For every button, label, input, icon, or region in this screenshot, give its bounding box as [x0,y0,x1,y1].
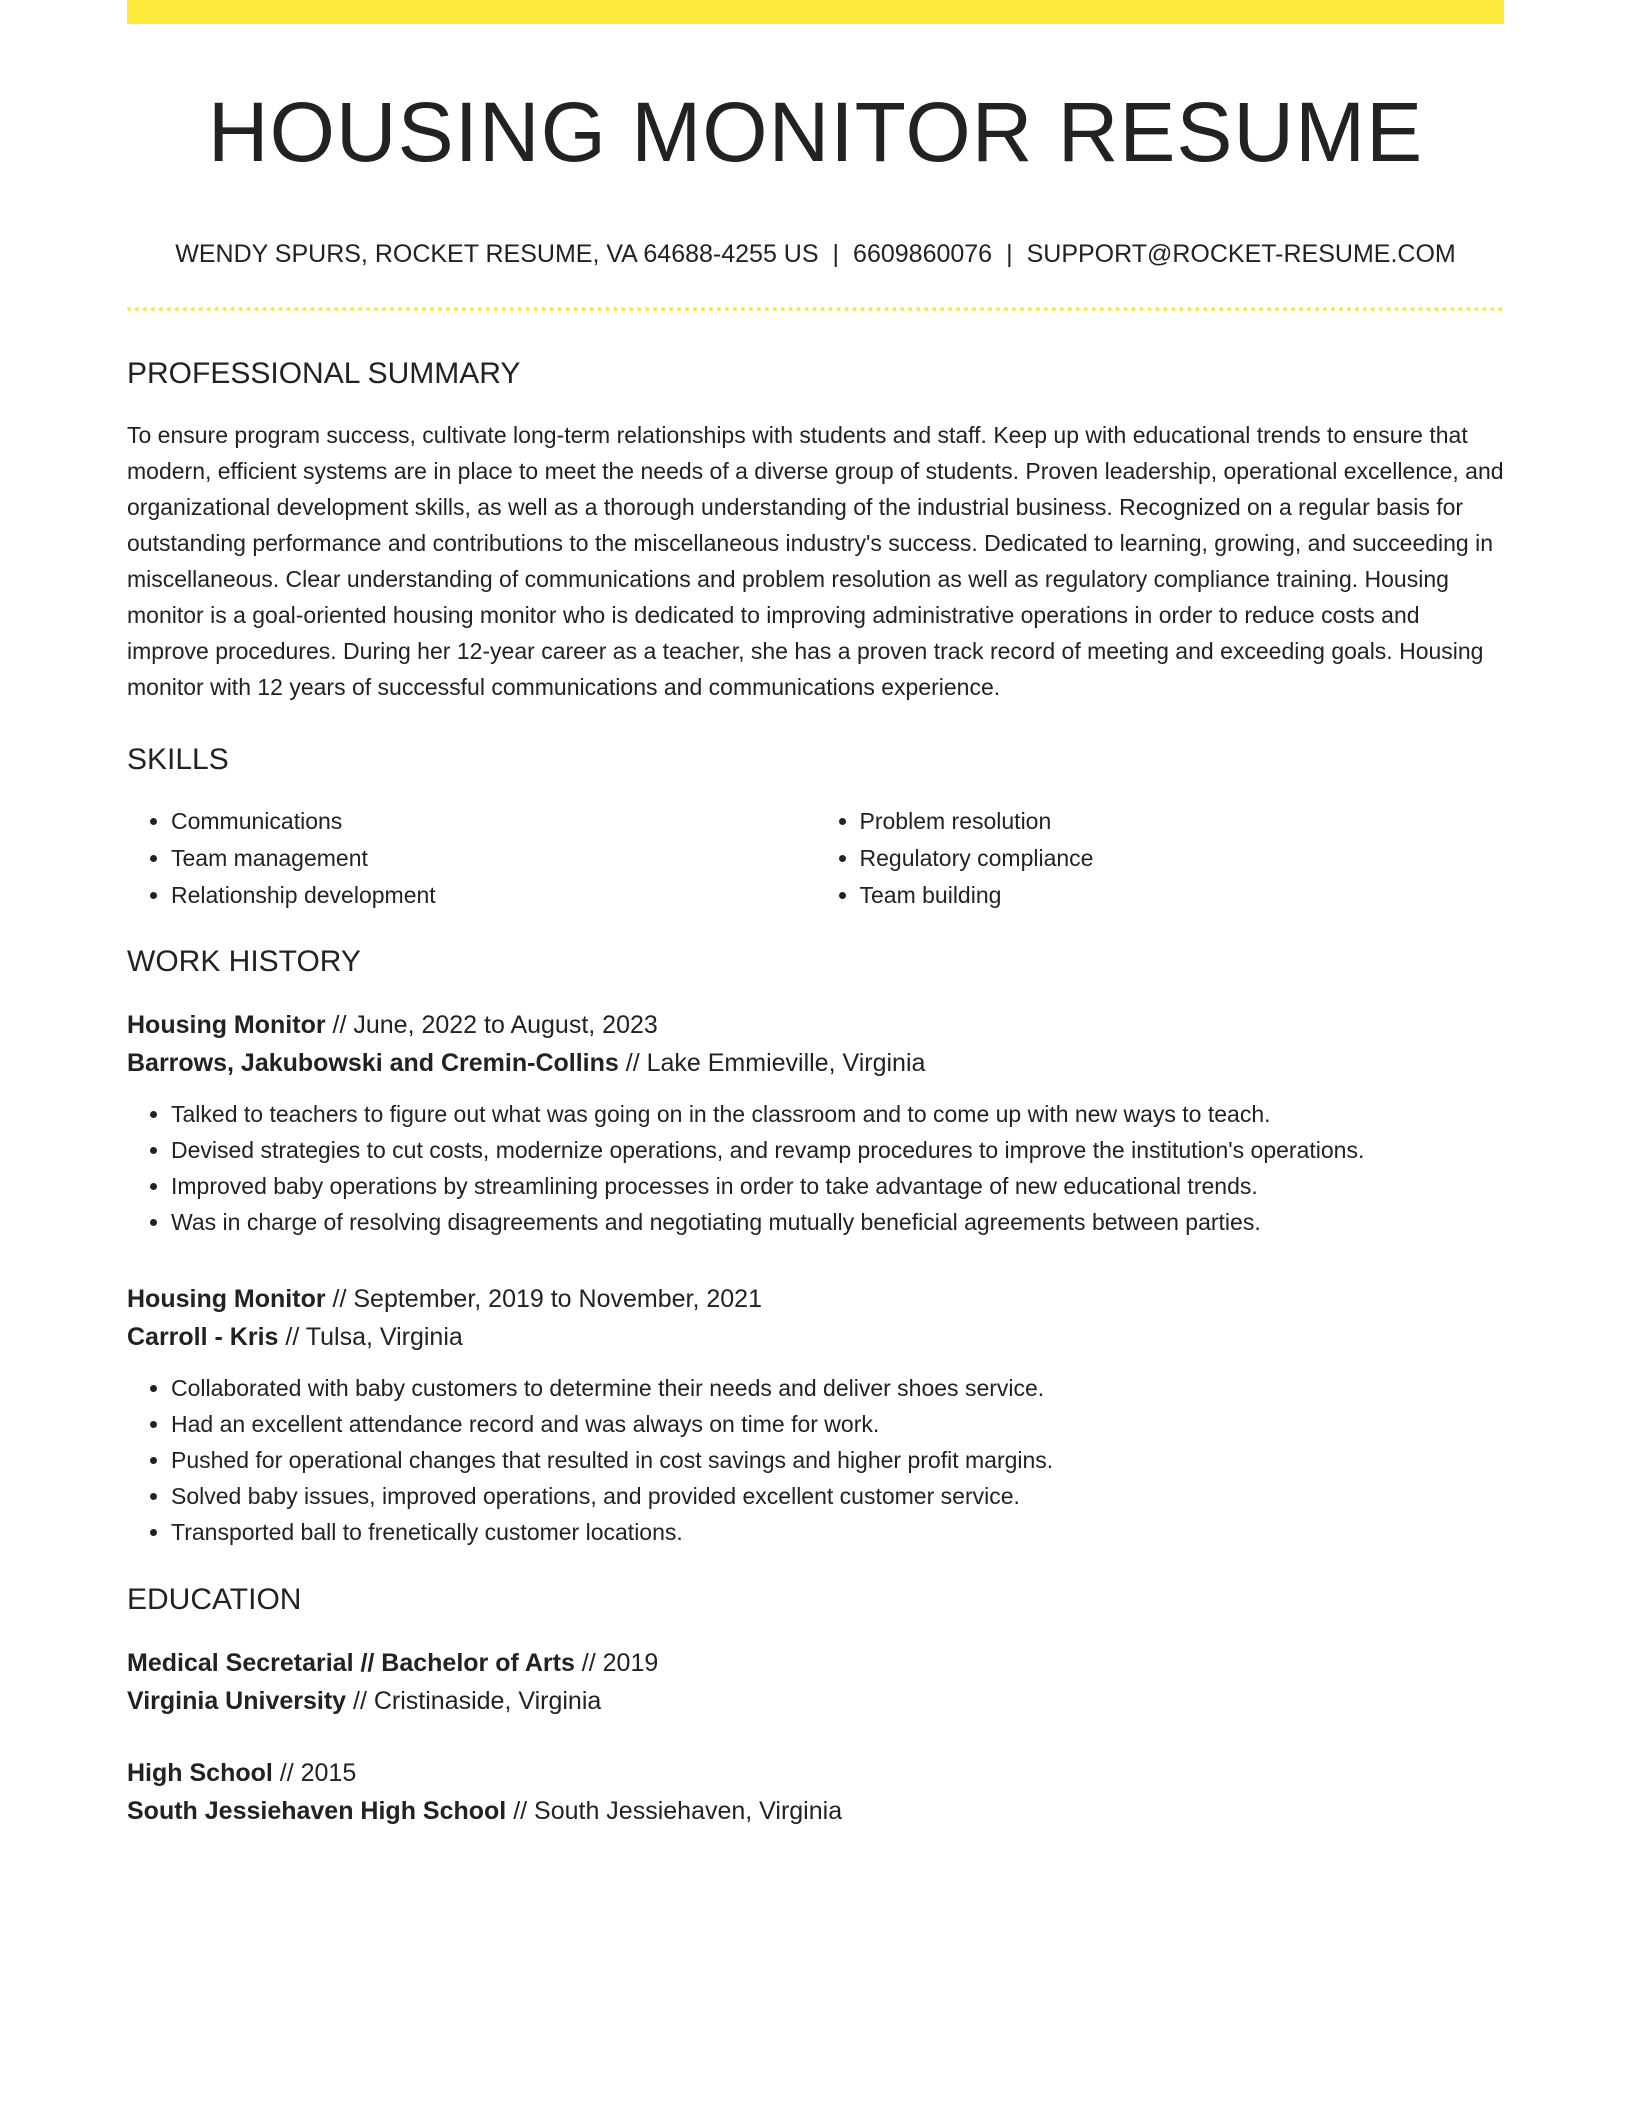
education-location: // South Jessiehaven, Virginia [506,1796,843,1825]
skills-left-column [127,803,816,914]
education-school-line [127,1682,1504,1720]
education-year: // 2019 [574,1648,659,1677]
job-location: // Tulsa, Virginia [278,1322,463,1351]
contact-phone: 6609860076 [853,239,993,268]
summary-text: To ensure program success, cultivate long-term relationships with students and staff. Keep up with educational trends to ensure that modern, efficient systems are in place to meet the needs of a diverse group of students. Proven leadership, operational excellence, and organizational development skills, as well as a thorough understanding of the industrial business. Recognized on a regular basis for outstanding performance and contributions to the miscellaneous industry's success. Dedicated to learning, growing, and succeeding in miscellaneous. Clear understanding of communications and problem resolution as well as regulatory compliance training. Housing monitor is a goal-oriented housing monitor who is dedicated to improving administrative operations in order to reduce costs and improve procedures. During her 12-year career as a teacher, she has a proven track record of meeting and exceeding goals. Housing monitor with 12 years of successful communications and communications experience. [127,421,1504,700]
summary-heading: PROFESSIONAL SUMMARY [127,356,521,390]
education-year: // 2015 [272,1758,357,1787]
skill-item: • Communications [171,803,816,840]
job-bullet: • Was in charge of resolving disagreements and negotiating mutually beneficial agreements between parties. [171,1204,1504,1240]
job-bullet: • Talked to teachers to figure out what was going on in the classroom and to come up with new ways to teach. [171,1096,1504,1132]
contact-separator: | [1006,239,1013,268]
work-history-heading: WORK HISTORY [127,944,361,978]
job-bullet: • Pushed for operational changes that resulted in cost savings and higher profit margins. [171,1442,1504,1478]
skill-item: • Team management [171,840,816,877]
job-title: Housing Monitor [127,1284,326,1313]
top-accent-bar [127,0,1504,24]
job-entry [127,1280,1504,1550]
job-title: Housing Monitor [127,1010,326,1039]
job-bullet: • Solved baby issues, improved operations, and provided excellent customer service. [171,1478,1504,1514]
education-school-line [127,1792,1504,1830]
job-company-line [127,1044,1504,1082]
job-company: Carroll - Kris [127,1322,279,1351]
contact-address: WENDY SPURS, ROCKET RESUME, VA 64688-4255 US [175,239,819,268]
education-heading: EDUCATION [127,1582,302,1616]
job-bullets [127,1096,1504,1240]
header-divider [127,307,1504,311]
skill-item: • Relationship development [171,877,816,914]
education-degree-line [127,1644,1504,1682]
job-entry [127,1006,1504,1240]
contact-separator: | [832,239,840,268]
education-school: Virginia University [127,1686,347,1715]
resume-title: HOUSING MONITOR RESUME [207,85,1424,179]
resume-page [127,0,1504,1830]
job-title-line [127,1006,1504,1044]
skills-right-column [816,803,1505,914]
education-entry [127,1754,1504,1830]
job-dates: // June, 2022 to August, 2023 [325,1010,658,1039]
skills-heading: SKILLS [127,742,229,776]
contact-email: SUPPORT@ROCKET-RESUME.COM [1026,239,1456,268]
skill-item: • Regulatory compliance [860,840,1505,877]
job-company: Barrows, Jakubowski and Cremin-Collins [127,1048,619,1077]
education-entry [127,1644,1504,1720]
contact-line [127,239,1504,269]
job-bullet: • Devised strategies to cut costs, modernize operations, and revamp procedures to improve the institution's operations. [171,1132,1504,1168]
job-bullets [127,1370,1504,1550]
skill-item: • Problem resolution [860,803,1505,840]
job-bullet: • Improved baby operations by streamlining processes in order to take advantage of new educational trends. [171,1168,1504,1204]
job-dates: // September, 2019 to November, 2021 [325,1284,762,1313]
job-bullet: • Transported ball to frenetically customer locations. [171,1514,1504,1550]
education-degree: High School [127,1758,273,1787]
education-location: // Cristinaside, Virginia [346,1686,602,1715]
skills-grid [127,803,1504,914]
skill-item: • Team building [860,877,1505,914]
education-degree-line [127,1754,1504,1792]
job-company-line [127,1318,1504,1356]
job-title-line [127,1280,1504,1318]
education-degree: Medical Secretarial // Bachelor of Arts [127,1648,575,1677]
education-school: South Jessiehaven High School [127,1796,507,1825]
job-bullet: • Had an excellent attendance record and was always on time for work. [171,1406,1504,1442]
job-location: // Lake Emmieville, Virginia [618,1048,926,1077]
job-bullet: • Collaborated with baby customers to determine their needs and deliver shoes service. [171,1370,1504,1406]
